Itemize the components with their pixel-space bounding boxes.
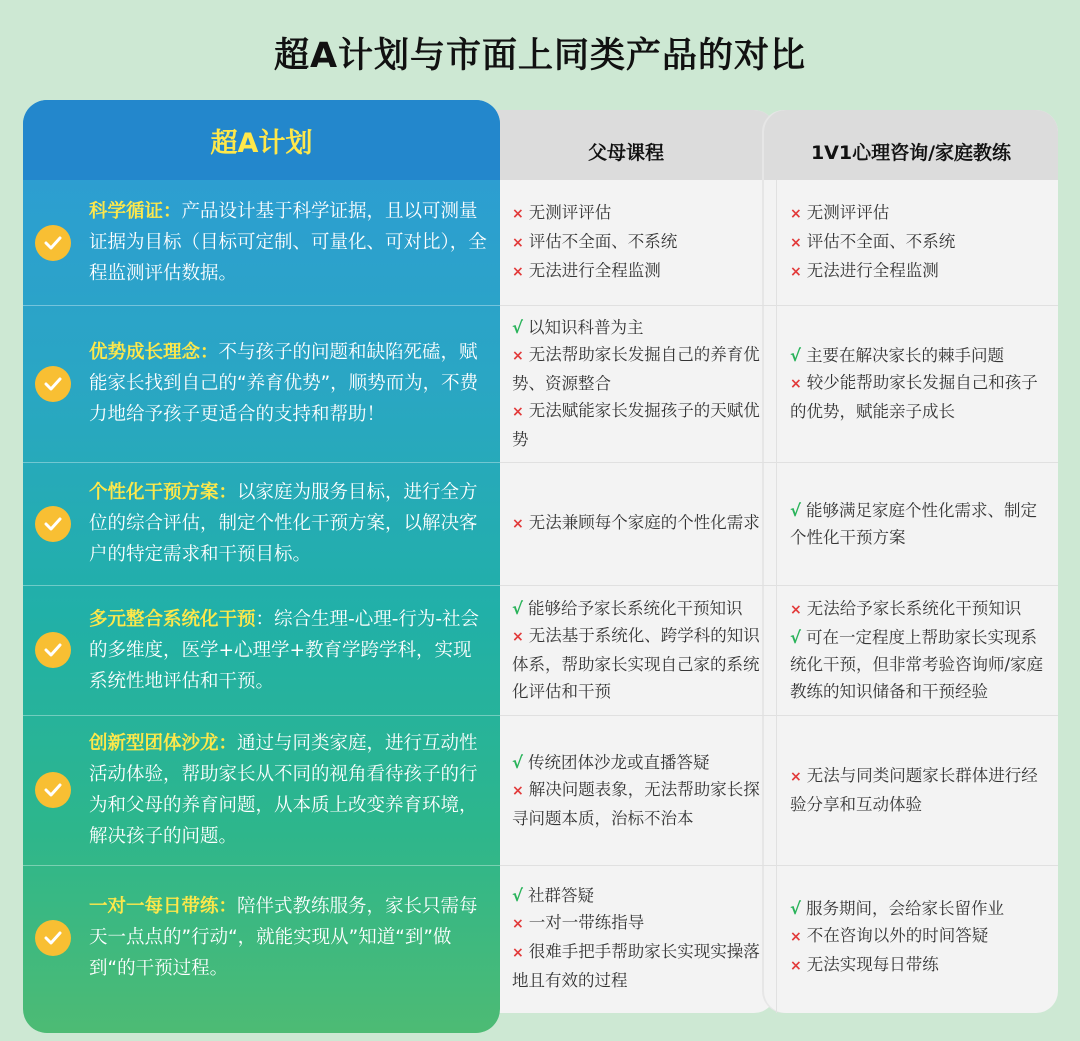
comparison-text: 无测评评估 — [528, 203, 612, 222]
comparison-item — [512, 509, 774, 538]
super-a-header: 超A计划 — [23, 100, 500, 180]
row-divider — [500, 462, 776, 463]
comparison-text: 无法给予家长系统化干预知识 — [806, 599, 1022, 618]
checkmark-icon: √ — [512, 752, 524, 772]
comparison-text: 解决问题表象，无法帮助家长探寻问题本质，治标不治本 — [512, 779, 760, 828]
comparison-item — [512, 257, 774, 286]
comparison-text: 服务期间，会给家长留作业 — [806, 899, 1005, 918]
comparison-text: 能够满足家庭个性化需求、制定个性化干预方案 — [790, 500, 1038, 547]
cross-icon: × — [790, 929, 802, 945]
comparison-item — [790, 497, 1052, 551]
page-title: 超A计划与市面上同类产品的对比 — [273, 36, 807, 76]
feature-name: 优势成长理念： — [89, 342, 219, 363]
feature-row — [23, 715, 500, 865]
feature-row — [23, 585, 500, 715]
cross-icon: × — [790, 769, 802, 785]
comparison-text: 以知识科普为主 — [528, 318, 644, 337]
comparison-item — [790, 595, 1052, 624]
comparison-item — [512, 749, 774, 776]
comparison-item — [790, 199, 1052, 228]
checkmark-icon: √ — [512, 885, 524, 905]
parent-course-cell — [512, 595, 774, 705]
comparison-text: 评估不全面、不系统 — [528, 232, 678, 251]
feature-name: 个性化干预方案： — [89, 482, 238, 503]
row-divider — [23, 715, 500, 716]
comparison-text: 很难手把手帮助家长实现实操落地且有效的过程 — [512, 941, 760, 990]
cross-icon: × — [512, 348, 524, 364]
comparison-text: 主要在解决家长的棘手问题 — [806, 346, 1005, 365]
row-divider — [777, 462, 1058, 463]
row-divider — [500, 865, 776, 866]
feature-row — [23, 180, 500, 305]
comparison-text: 无测评评估 — [806, 203, 890, 222]
row-divider — [23, 865, 500, 866]
consulting-cell — [790, 497, 1052, 551]
cross-icon: × — [790, 958, 802, 974]
row-divider — [23, 305, 500, 306]
check-circle-icon — [35, 920, 71, 956]
comparison-text: 传统团体沙龙或直播答疑 — [528, 752, 710, 772]
comparison-text: 一对一带练指导 — [528, 912, 645, 932]
cross-icon: × — [512, 264, 524, 280]
cross-icon: × — [512, 915, 524, 932]
comparison-item — [512, 622, 774, 705]
feature-name: 一对一每日带练： — [89, 896, 238, 917]
consulting-cell — [790, 895, 1052, 980]
parent-course-cell — [512, 749, 774, 832]
feature-text: 不与孩子的问题和缺陷死磕，赋能家长找到自己的“养育优势”，顺势而为，不费力地给予孩子更适合的支持和帮助！ — [89, 342, 479, 425]
comparison-item — [790, 369, 1052, 425]
checkmark-icon: √ — [512, 318, 524, 337]
comparison-item — [512, 341, 774, 397]
comparison-item — [512, 199, 774, 228]
comparison-item — [512, 882, 774, 909]
comparison-item — [790, 762, 1052, 818]
comparison-item — [790, 895, 1052, 922]
checkmark-icon: √ — [790, 346, 802, 365]
feature-row — [23, 865, 500, 1010]
feature-name: 创新型团体沙龙： — [89, 733, 238, 754]
parent-course-header: 父母课程 — [476, 110, 776, 180]
comparison-item — [512, 228, 774, 257]
parent-course-cell — [512, 314, 774, 453]
comparison-text: 无法进行全程监测 — [528, 261, 661, 280]
comparison-item — [790, 342, 1052, 369]
comparison-text: 不在咨询以外的时间答疑 — [806, 926, 989, 945]
checkmark-icon: √ — [512, 599, 524, 618]
cross-icon: × — [790, 235, 802, 251]
row-divider — [777, 305, 1058, 306]
comparison-text: 无法实现每日带练 — [806, 955, 939, 974]
check-circle-icon — [35, 225, 71, 261]
checkmark-icon: √ — [790, 628, 802, 647]
comparison-item — [790, 228, 1052, 257]
comparison-item — [512, 397, 774, 453]
checkmark-icon: √ — [790, 500, 802, 520]
comparison-item — [512, 909, 774, 938]
cross-icon: × — [790, 264, 802, 280]
cross-icon: × — [512, 944, 524, 961]
comparison-text: 无法进行全程监测 — [806, 261, 939, 280]
comparison-text: 能够给予家长系统化干预知识 — [528, 599, 743, 618]
cross-icon: × — [512, 629, 524, 645]
row-divider — [777, 715, 1058, 716]
comparison-item — [790, 624, 1052, 705]
cross-icon: × — [512, 516, 524, 532]
consulting-header: 1V1心理咨询/家庭教练 — [764, 110, 1058, 180]
row-divider — [23, 462, 500, 463]
comparison-text: 无法基于系统化、跨学科的知识体系，帮助家长实现自己家的系统化评估和干预 — [512, 626, 760, 701]
comparison-item — [512, 314, 774, 341]
feature-description — [89, 728, 487, 852]
comparison-text: 无法与同类问题家长群体进行经验分享和互动体验 — [790, 766, 1038, 814]
parent-course-cell — [512, 509, 774, 538]
feature-description — [89, 891, 487, 984]
comparison-text: 无法兼顾每个家庭的个性化需求 — [528, 513, 760, 532]
feature-row — [23, 305, 500, 462]
cross-icon: × — [790, 206, 802, 222]
feature-description — [89, 337, 487, 430]
feature-text: 产品设计基于科学证据，且以可测量证据为目标（目标可定制、可量化、可对比），全程监测评估数据。 — [89, 201, 487, 284]
cross-icon: × — [790, 376, 802, 392]
feature-text: ：综合生理-心理-行为-社会的多维度，医学+心理学+教育学跨学科，实现系统性地评估和干预。 — [89, 608, 480, 692]
feature-description — [89, 604, 487, 697]
feature-text: 以家庭为服务目标，进行全方位的综合评估，制定个性化干预方案，以解决客户的特定需求和干预目标。 — [89, 482, 478, 565]
feature-description — [89, 196, 487, 289]
cross-icon: × — [512, 206, 524, 222]
comparison-text: 可在一定程度上帮助家长实现系统化干预，但非常考验咨询师/家庭教练的知识储备和干预经验 — [790, 628, 1044, 701]
checkmark-icon: √ — [790, 899, 802, 918]
super-a-column — [23, 100, 500, 1033]
comparison-text: 无法赋能家长发掘孩子的天赋优势 — [512, 401, 760, 449]
cross-icon: × — [512, 782, 524, 799]
comparison-item — [512, 595, 774, 622]
check-circle-icon — [35, 506, 71, 542]
check-circle-icon — [35, 366, 71, 402]
feature-text: 通过与同类家庭，进行互动性活动体验，帮助家长从不同的视角看待孩子的行为和父母的养育问题，从本质上改变养育环境，解决孩子的问题。 — [89, 733, 478, 847]
row-divider — [500, 715, 776, 716]
row-divider — [500, 305, 776, 306]
check-circle-icon — [35, 632, 71, 668]
comparison-text: 无法帮助家长发掘自己的养育优势、资源整合 — [512, 345, 760, 393]
consulting-cell — [790, 762, 1052, 818]
comparison-item — [790, 257, 1052, 286]
comparison-item — [512, 776, 774, 832]
row-divider — [500, 585, 776, 586]
cross-icon: × — [512, 235, 524, 251]
feature-name: 多元整合系统化干预 — [89, 608, 256, 630]
feature-text: 陪伴式教练服务，家长只需每天一点点的”行动“，就能实现从”知道“到”做到“的干预过程。 — [89, 896, 478, 979]
comparison-text: 评估不全面、不系统 — [806, 232, 956, 251]
check-circle-icon — [35, 772, 71, 808]
row-divider — [777, 585, 1058, 586]
feature-row — [23, 462, 500, 585]
comparison-item — [790, 922, 1052, 951]
feature-description — [89, 477, 487, 570]
comparison-item — [790, 951, 1052, 980]
consulting-cell — [790, 342, 1052, 425]
consulting-cell — [790, 595, 1052, 705]
comparison-text: 社群答疑 — [528, 885, 595, 905]
comparison-item — [512, 938, 774, 994]
comparison-text: 较少能帮助家长发掘自己和孩子的优势，赋能亲子成长 — [790, 373, 1038, 421]
cross-icon: × — [512, 404, 524, 420]
consulting-cell — [790, 199, 1052, 286]
cross-icon: × — [790, 602, 802, 618]
row-divider — [23, 585, 500, 586]
parent-course-cell — [512, 199, 774, 286]
row-divider — [777, 865, 1058, 866]
parent-course-cell — [512, 882, 774, 994]
feature-name: 科学循证： — [89, 201, 182, 222]
